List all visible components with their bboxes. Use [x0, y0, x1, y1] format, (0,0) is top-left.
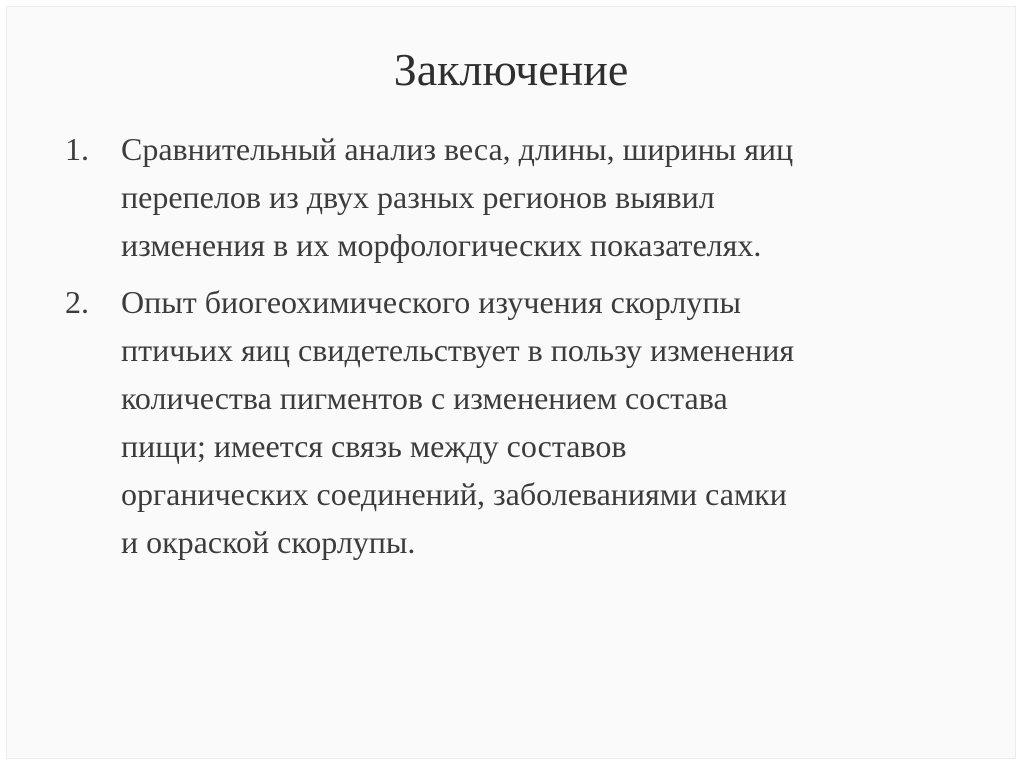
list-item-line: и окраской скорлупы. [121, 524, 416, 560]
slide [6, 6, 1016, 759]
list-item-number: 2. [65, 284, 89, 320]
list-item-line: Опыт биогеохимического изучения скорлупы [121, 284, 741, 320]
list-item-line: птичьих яиц свидетельствует в пользу изменения [121, 332, 795, 368]
conclusion-list [7, 125, 1015, 575]
list-item-line: пищи; имеется связь между составов [121, 428, 627, 464]
list-item-line: перепелов из двух разных регионов выявил [121, 179, 715, 215]
list-item-line: изменения в их морфологических показателях. [121, 227, 762, 263]
list-item [7, 278, 1015, 566]
list-item-number: 1. [65, 131, 89, 167]
slide-title: Заключение [393, 44, 629, 95]
list-item-line: органических соединений, заболеваниями самки [121, 476, 787, 512]
list-item-line: Сравнительный анализ веса, длины, ширины яиц [121, 131, 794, 167]
list-item-line: количества пигментов с изменением состава [121, 380, 728, 416]
list-item [7, 125, 1015, 269]
